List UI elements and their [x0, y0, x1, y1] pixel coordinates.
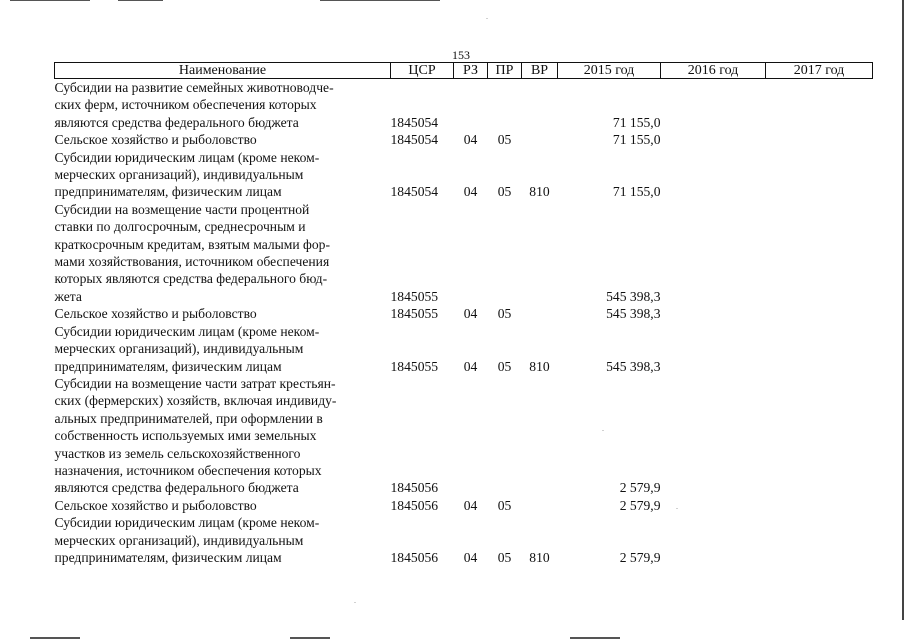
cell-csr: 1845055: [390, 358, 439, 374]
row-name: [55, 305, 391, 322]
row-name-line: Сельское хозяйство и рыболовство: [54, 497, 257, 513]
cell-vr: 810: [529, 549, 550, 565]
cell-pr: [488, 79, 522, 132]
cell-y2017: [766, 305, 873, 322]
row-name-line: жета: [54, 288, 82, 304]
cell-pr: 05: [497, 549, 512, 565]
cell-y2017: [766, 79, 873, 132]
table-row: [55, 514, 873, 566]
cell-y2016: [661, 131, 766, 148]
row-name-line: мерческих организаций), индивидуальным: [54, 167, 304, 183]
cell-y2017: [766, 149, 873, 201]
table-row: [55, 79, 873, 132]
cell-y2016: [661, 375, 766, 497]
row-name-line: предпринимателям, физическим лицам: [54, 549, 282, 565]
cell-rz: 04: [463, 184, 478, 200]
cell-y2017: [766, 201, 873, 305]
cell-pr: 05: [497, 132, 512, 148]
cell-rz: [454, 79, 488, 132]
cell-y2015: 2 579,9: [619, 480, 661, 496]
row-name-line: Субсидии юридическим лицам (кроме неком-: [54, 515, 320, 531]
row-name-line: Субсидии юридическим лицам (кроме неком-: [54, 323, 320, 339]
row-name-line: мерческих организаций), индивидуальным: [54, 341, 304, 357]
cell-y2017: [766, 514, 873, 566]
cell-rz: 04: [463, 497, 478, 513]
row-name-line: которых являются средства федерального бюд-: [54, 271, 328, 287]
cell-y2017: [766, 375, 873, 497]
cell-rz: 04: [463, 549, 478, 565]
cell-rz: 04: [463, 132, 478, 148]
cell-rz: 04: [463, 358, 478, 374]
cell-y2016: [661, 514, 766, 566]
cell-csr: 1845054: [390, 184, 439, 200]
scan-edge-bottom-mid: [290, 637, 330, 639]
scan-edge-top-mid: [118, 0, 163, 1]
cell-rz: [454, 201, 488, 305]
cell-vr: [522, 375, 558, 497]
cell-csr: 1845056: [390, 480, 439, 496]
table-header-row: [55, 63, 873, 79]
cell-y2016: [661, 323, 766, 375]
table-row: [55, 131, 873, 148]
row-name-line: предпринимателям, физическим лицам: [54, 358, 282, 374]
row-name: [55, 149, 391, 201]
table-row: [55, 305, 873, 322]
row-name-line: мерческих организаций), индивидуальным: [54, 532, 304, 548]
cell-csr: 1845056: [390, 549, 439, 565]
cell-pr: [488, 201, 522, 305]
scan-edge-bottom-right: [570, 637, 620, 639]
page-number: 153: [452, 48, 470, 62]
row-name-line: мами хозяйствования, источником обеспечения: [54, 254, 330, 270]
cell-vr: 810: [529, 358, 550, 374]
cell-y2017: [766, 497, 873, 514]
row-name: [55, 323, 391, 375]
row-name-line: собственность используемых ими земельных: [54, 428, 317, 444]
row-name-line: ских ферм, источником обеспечения которых: [54, 97, 317, 113]
header-rz: РЗ: [454, 63, 488, 79]
scan-speck: .: [602, 424, 604, 433]
row-name-line: краткосрочным кредитам, взятым малыми фор-: [54, 236, 330, 252]
row-name-line: Сельское хозяйство и рыболовство: [54, 306, 257, 322]
cell-y2015: 71 155,0: [612, 114, 661, 130]
cell-y2015: 71 155,0: [612, 184, 661, 200]
table-body: [55, 79, 873, 567]
cell-y2016: [661, 149, 766, 201]
scan-edge-bottom-left: [30, 637, 80, 639]
header-name: Наименование: [55, 63, 391, 79]
table-row: [55, 323, 873, 375]
cell-pr: [488, 375, 522, 497]
row-name-line: ских (фермерских) хозяйств, включая индивиду-: [54, 393, 337, 409]
cell-y2016: [661, 305, 766, 322]
cell-vr: [522, 201, 558, 305]
scan-edge-top-left: [10, 0, 90, 1]
budget-table: [54, 62, 873, 566]
header-pr: ПР: [488, 63, 522, 79]
table-row: [55, 201, 873, 305]
cell-y2015: 2 579,9: [619, 549, 661, 565]
row-name: [55, 79, 391, 132]
cell-pr: 05: [497, 184, 512, 200]
row-name-line: предпринимателям, физическим лицам: [54, 184, 282, 200]
cell-pr: 05: [497, 358, 512, 374]
cell-rz: [454, 375, 488, 497]
cell-vr: [522, 131, 558, 148]
header-vr: ВР: [522, 63, 558, 79]
row-name: [55, 375, 391, 497]
scan-edge-top-right: [320, 0, 440, 1]
cell-vr: [522, 305, 558, 322]
row-name-line: альных предпринимателей, при оформлении в: [54, 410, 323, 426]
row-name-line: Сельское хозяйство и рыболовство: [54, 132, 257, 148]
row-name: [55, 201, 391, 305]
cell-y2015: 2 579,9: [619, 497, 661, 513]
row-name: [55, 514, 391, 566]
cell-vr: [522, 497, 558, 514]
cell-pr: 05: [497, 306, 512, 322]
table-row: [55, 497, 873, 514]
row-name: [55, 497, 391, 514]
cell-pr: 05: [497, 497, 512, 513]
cell-y2016: [661, 201, 766, 305]
cell-y2016: [661, 79, 766, 132]
row-name-line: ставки по долгосрочным, среднесрочным и: [54, 219, 306, 235]
table-row: [55, 375, 873, 497]
cell-csr: 1845055: [390, 306, 439, 322]
cell-csr: 1845054: [390, 114, 439, 130]
row-name-line: Субсидии юридическим лицам (кроме неком-: [54, 149, 320, 165]
row-name-line: назначения, источником обеспечения которых: [54, 462, 322, 478]
cell-y2015: 71 155,0: [612, 132, 661, 148]
cell-y2015: 545 398,3: [606, 306, 661, 322]
table-row: [55, 149, 873, 201]
cell-y2017: [766, 323, 873, 375]
cell-y2017: [766, 131, 873, 148]
row-name-line: являются средства федерального бюджета: [54, 480, 299, 496]
row-name-line: являются средства федерального бюджета: [54, 114, 299, 130]
row-name: [55, 131, 391, 148]
row-name-line: Субсидии на возмещение части затрат крестьян-: [54, 375, 336, 391]
row-name-line: Субсидии на развитие семейных животноводче-: [54, 80, 334, 95]
scan-speck: .: [676, 502, 678, 511]
scan-speck: .: [354, 596, 356, 605]
header-csr: ЦСР: [391, 63, 454, 79]
cell-csr: 1845054: [390, 132, 439, 148]
cell-vr: [522, 79, 558, 132]
header-2017: 2017 год: [766, 63, 873, 79]
cell-csr: 1845055: [390, 288, 439, 304]
cell-y2015: 545 398,3: [606, 288, 661, 304]
row-name-line: участков из земель сельскохозяйственного: [54, 445, 301, 461]
header-2016: 2016 год: [661, 63, 766, 79]
cell-y2015: 545 398,3: [606, 358, 661, 374]
scan-speck: .: [486, 12, 488, 21]
cell-vr: 810: [529, 184, 550, 200]
row-name-line: Субсидии на возмещение части процентной: [54, 201, 310, 217]
header-2015: 2015 год: [558, 63, 661, 79]
cell-rz: 04: [463, 306, 478, 322]
scan-edge-right: [902, 0, 904, 620]
cell-csr: 1845056: [390, 497, 439, 513]
cell-y2016: [661, 497, 766, 514]
